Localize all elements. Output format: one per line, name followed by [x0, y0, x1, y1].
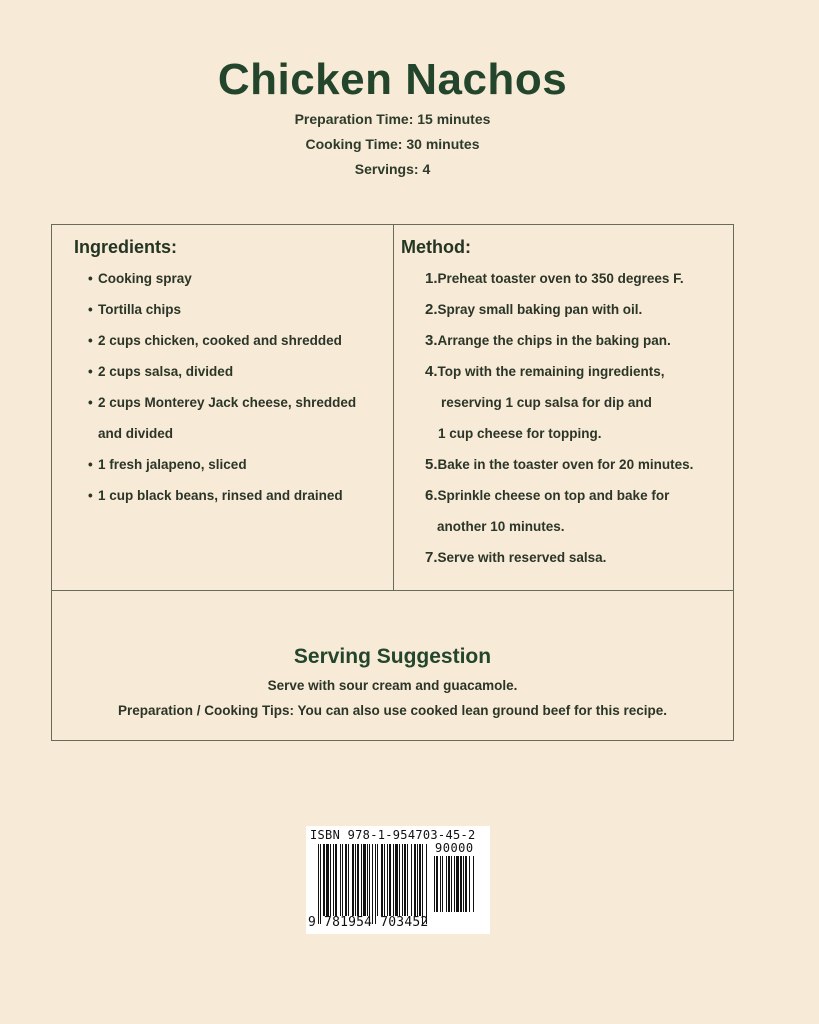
- barcode-bar: [361, 844, 362, 916]
- method-heading: Method:: [401, 237, 471, 257]
- isbn-barcode: [306, 826, 490, 934]
- barcode-bar: [442, 856, 443, 912]
- ingredient-item: • 2 cups Monterey Jack cheese, shredded: [88, 395, 357, 410]
- barcode-bar: [375, 844, 376, 924]
- cooking-tips: Preparation / Cooking Tips: You can also use cooked lean ground beef for this recipe.: [117, 703, 668, 718]
- barcode-bar: [357, 844, 359, 916]
- method-step-continued: 1 cup cheese for topping.: [438, 426, 602, 441]
- barcode-bar: [465, 856, 467, 912]
- ingredient-item: • 2 cups salsa, divided: [88, 364, 234, 379]
- cooking-time: Cooking Time: 30 minutes: [305, 136, 480, 152]
- barcode-bar: [377, 844, 378, 916]
- method-step: 4.Top with the remaining ingredients,: [425, 363, 665, 380]
- method-step: 2.Spray small baking pan with oil.: [425, 301, 643, 318]
- barcode-bar: [436, 856, 438, 912]
- barcode-bar: [363, 844, 366, 916]
- isbn-label: ISBN 978-1-954703-45-2: [310, 828, 476, 842]
- step-number: 5.: [425, 456, 438, 473]
- barcode-bar: [333, 844, 334, 916]
- barcode-bar: [342, 844, 343, 916]
- barcode-bar: [348, 844, 349, 916]
- barcode-bar: [335, 844, 337, 916]
- serving-suggestion-heading: Serving Suggestion: [293, 645, 492, 668]
- ean-barcode-bars: [318, 844, 430, 924]
- barcode-bar: [355, 844, 356, 916]
- recipe-box: [51, 224, 734, 741]
- barcode-bar: [454, 856, 455, 912]
- barcode-bar: [456, 856, 459, 912]
- barcode-bar: [367, 844, 368, 916]
- barcode-bar: [352, 844, 354, 916]
- barcode-bar: [340, 844, 341, 916]
- barcode-bar: [440, 856, 441, 912]
- step-number: 3.: [425, 332, 438, 349]
- barcode-bar: [407, 844, 408, 916]
- barcode-bar: [411, 844, 412, 916]
- step-number: 7.: [425, 549, 438, 566]
- step-number: 4.: [425, 363, 438, 380]
- barcode-bar: [326, 844, 329, 916]
- barcode-bar: [384, 844, 385, 916]
- step-number: 6.: [425, 487, 438, 504]
- method-step: 7.Serve with reserved salsa.: [425, 549, 607, 566]
- serving-suggestion-text: Serve with sour cream and guacamole.: [267, 678, 518, 693]
- bullet-icon: •: [88, 271, 93, 286]
- row-divider: [52, 590, 733, 591]
- barcode-bar: [473, 856, 474, 912]
- bullet-icon: •: [88, 302, 93, 317]
- bullet-icon: •: [88, 457, 93, 472]
- barcode-bar: [417, 844, 418, 916]
- method-step: 1.Preheat toaster oven to 350 degrees F.: [425, 270, 684, 287]
- barcode-bar: [399, 844, 400, 916]
- barcode-bar: [414, 844, 416, 916]
- barcode-bar: [448, 856, 450, 912]
- barcode-bar: [434, 856, 435, 912]
- barcode-bar: [320, 844, 321, 924]
- ean-digits: 9 781954 703452: [308, 915, 429, 930]
- method-step: 3.Arrange the chips in the baking pan.: [425, 332, 671, 349]
- barcode-bar: [389, 844, 391, 916]
- method-step-continued: another 10 minutes.: [437, 519, 565, 534]
- preparation-time: Preparation Time: 15 minutes: [294, 111, 491, 127]
- ingredient-item: • 1 cup black beans, rinsed and drained: [88, 488, 343, 503]
- barcode-bar: [426, 844, 427, 924]
- ingredient-item: • 1 fresh jalapeno, sliced: [88, 457, 247, 472]
- bullet-icon: •: [88, 333, 93, 348]
- barcode-bar: [372, 844, 373, 924]
- method-step: 5.Bake in the toaster oven for 20 minutes.: [425, 456, 694, 473]
- servings: Servings: 4: [354, 161, 431, 177]
- ingredient-item-continued: and divided: [98, 426, 174, 441]
- barcode-bar: [318, 844, 319, 924]
- barcode-bar: [463, 856, 464, 912]
- barcode-bar: [345, 844, 347, 916]
- column-divider: [393, 225, 394, 590]
- method-step: 6.Sprinkle cheese on top and bake for: [425, 487, 670, 504]
- barcode-bar: [404, 844, 406, 916]
- ingredient-item: • 2 cups chicken, cooked and shredded: [88, 333, 342, 348]
- barcode-bar: [387, 844, 388, 916]
- barcode-bar: [469, 856, 470, 912]
- barcode-bar: [369, 844, 370, 916]
- bullet-icon: •: [88, 395, 93, 410]
- barcode-bar: [402, 844, 403, 916]
- step-number: 2.: [425, 301, 438, 318]
- barcode-bar: [381, 844, 383, 916]
- barcode-bar: [419, 844, 421, 916]
- barcode-bar: [395, 844, 398, 916]
- bullet-icon: •: [88, 364, 93, 379]
- barcode-bar: [460, 856, 462, 912]
- recipe-title: Chicken Nachos: [217, 55, 568, 104]
- barcode-bar: [422, 844, 423, 924]
- method-step-continued: reserving 1 cup salsa for dip and: [441, 395, 652, 410]
- price-code: 90000: [435, 841, 474, 855]
- bullet-icon: •: [88, 488, 93, 503]
- step-number: 1.: [425, 270, 438, 287]
- ingredient-item: • Tortilla chips: [88, 302, 182, 317]
- ingredients-heading: Ingredients:: [74, 237, 178, 257]
- barcode-bar: [451, 856, 452, 912]
- barcode-bar: [446, 856, 447, 912]
- addon-barcode-bars: [434, 856, 486, 920]
- barcode-bar: [323, 844, 325, 916]
- barcode-bar: [330, 844, 331, 916]
- ingredient-item: • Cooking spray: [88, 271, 192, 286]
- barcode-bar: [393, 844, 394, 916]
